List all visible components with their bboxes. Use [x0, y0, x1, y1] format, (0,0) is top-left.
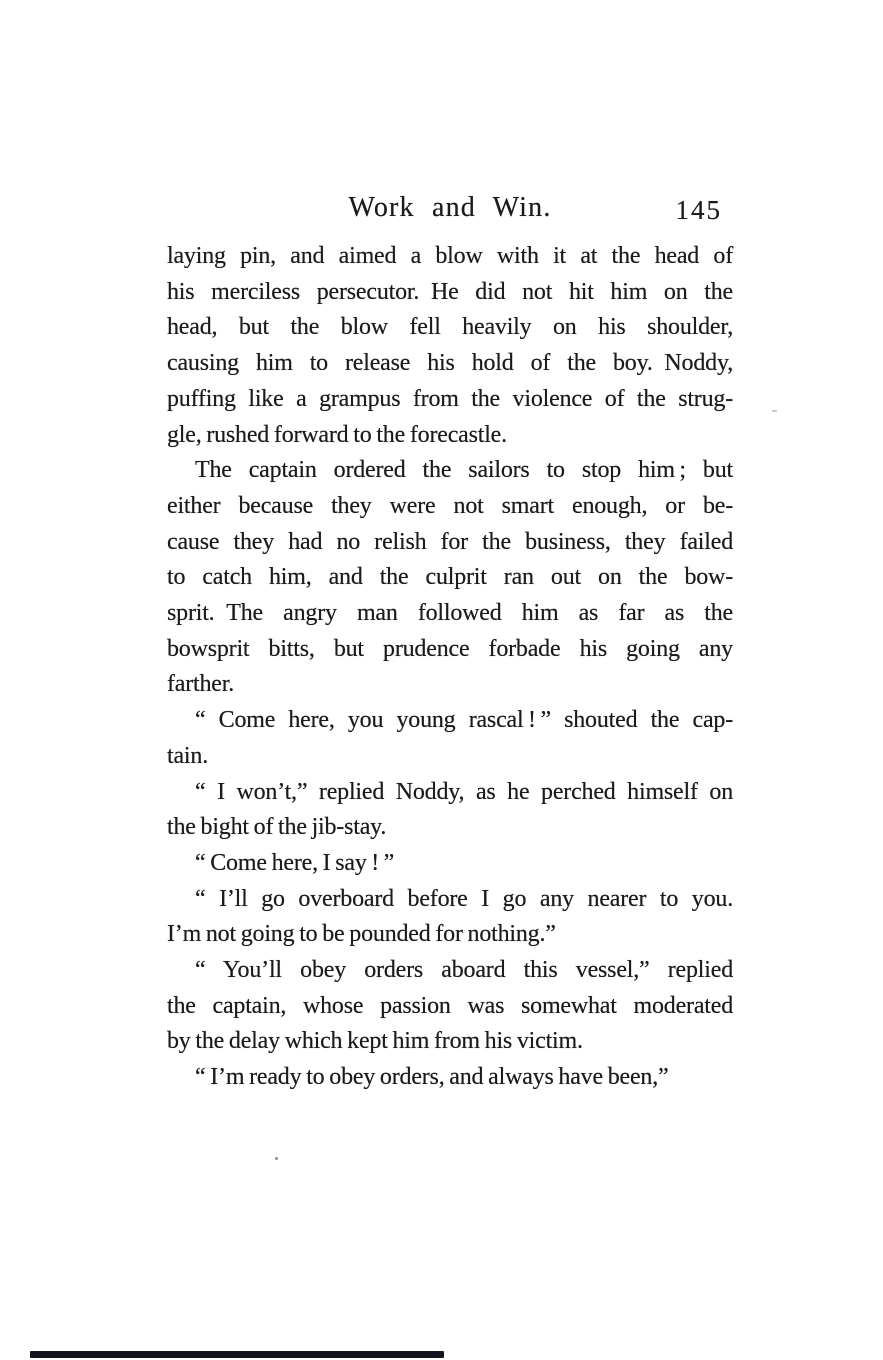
- text-line: bowsprit bitts, but prudence forbade his going any: [167, 635, 733, 662]
- text-line: “ I’ll go overboard before I go any nearer to you.: [195, 885, 733, 912]
- text-line: to catch him, and the culprit ran out on the bow-: [167, 564, 733, 591]
- text-line: gle, rushed forward to the forecastle.: [167, 421, 507, 448]
- text-line: laying pin, and aimed a blow with it at the head of: [167, 243, 733, 269]
- text-line: head, but the blow fell heavily on his shoulder,: [167, 314, 733, 341]
- text-line: causing him to release his hold of the boy. Noddy,: [167, 350, 733, 377]
- text-line: puffing like a grampus from the violence of the strug-: [167, 385, 733, 412]
- running-header-title: Work and Win.: [348, 192, 552, 223]
- text-line: I’m not going to be pounded for nothing.”: [167, 921, 556, 948]
- text-line: “ Come here, I say ! ”: [195, 849, 395, 876]
- text-line: the bight of the jib-stay.: [167, 814, 387, 841]
- scan-speck: [275, 1157, 278, 1160]
- text-line: his merciless persecutor. He did not hit him on the: [167, 278, 733, 305]
- text-line: “ I won’t,” replied Noddy, as he perched himself on: [195, 778, 733, 805]
- text-line: farther.: [167, 671, 235, 698]
- text-line: either because they were not smart enough, or be-: [167, 492, 733, 519]
- text-line: “ You’ll obey orders aboard this vessel,” replied: [195, 957, 733, 984]
- body-text-block: [167, 239, 733, 1096]
- text-line: tain.: [167, 742, 208, 769]
- text-line: cause they had no relish for the business, they failed: [167, 528, 733, 555]
- scan-edge-bar: [30, 1351, 444, 1358]
- text-line: by the delay which kept him from his victim.: [167, 1028, 583, 1055]
- page-number: 145: [675, 195, 722, 225]
- text-line: The captain ordered the sailors to stop him ; but: [195, 457, 733, 484]
- text-line: sprit. The angry man followed him as far as the: [167, 600, 733, 627]
- scan-speck: [772, 410, 777, 412]
- text-line: “ I’m ready to obey orders, and always have been,”: [195, 1064, 669, 1091]
- text-line: “ Come here, you young rascal ! ” shouted the cap-: [195, 707, 733, 734]
- text-line: the captain, whose passion was somewhat moderated: [167, 992, 733, 1019]
